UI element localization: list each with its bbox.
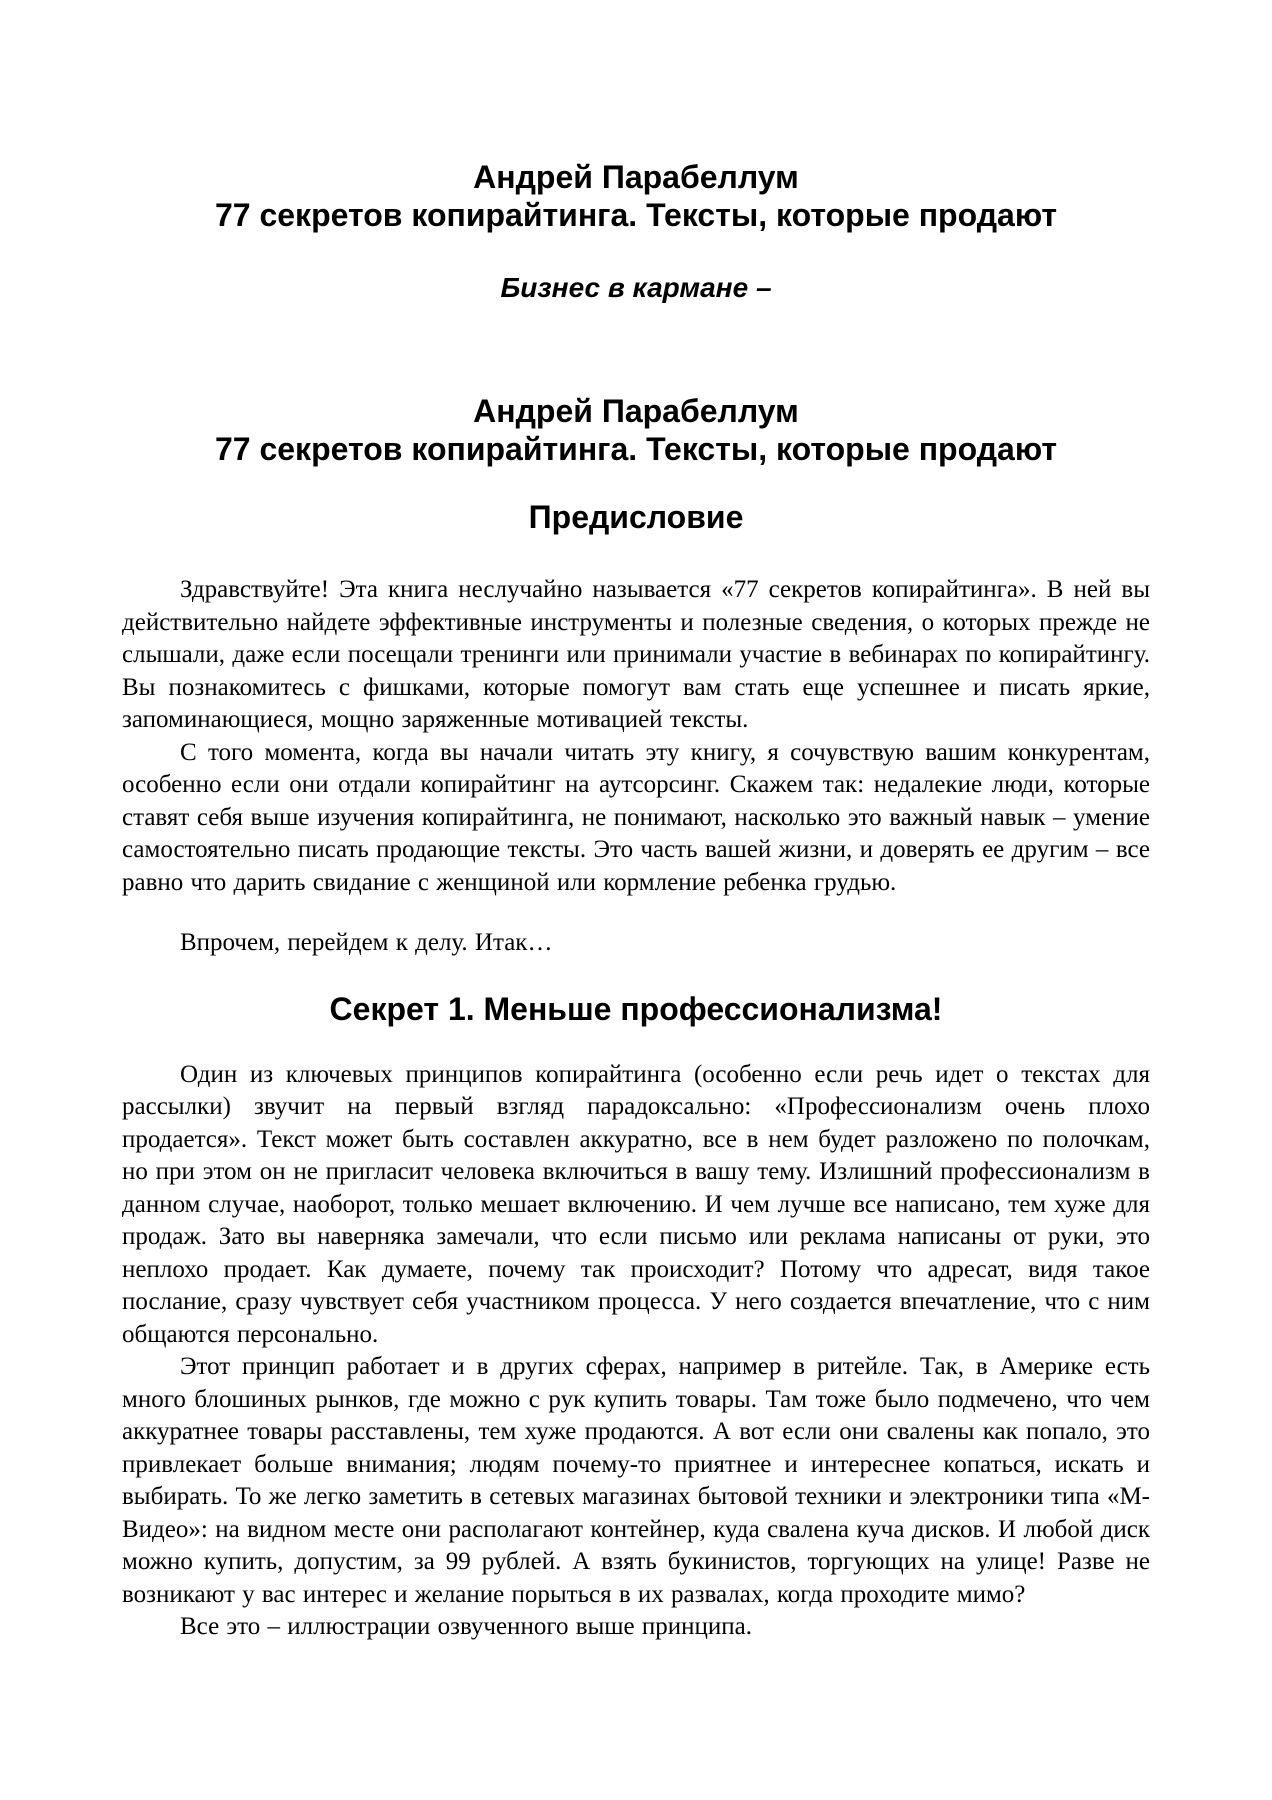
series-subtitle: Бизнес в кармане – [500, 272, 772, 303]
front-title-author: Андрей Парабеллум [473, 159, 799, 195]
secret1-paragraph: Этот принцип работает и в других сферах, например в ритейле. Так, в Америке есть много блошиных рынков, где можно с рук купить товары. Там тоже было подмечено, что чем аккуратнее товары расставлены, тем хуже продаются. А вот если они свалены как попало, это привлекает больше внимания; людям почему-то приятнее и интереснее копаться, искать и выбирать. То же легко заметить в сетевых магазинах бытовой техники и электроники типа «М-Видео»: на видном месте они располагают контейнер, куда свалена куча дисков. И любой диск можно купить, допустим, за 99 рублей. А взять букинистов, торгующих на улице! Разве не возникают у вас интерес и желание порыться в их развалах, когда проходите мимо? [122, 1353, 1150, 1608]
secret1-heading: Секрет 1. Меньше профессионализма! [329, 990, 943, 1027]
inner-title-name: 77 секретов копирайтинга. Тексты, которые продают [214, 431, 1058, 467]
secret1-paragraph: Все это – иллюстрации озвученного выше принципа. [180, 1613, 753, 1640]
preface-heading: Предисловие [528, 499, 744, 535]
front-title-name: 77 секретов копирайтинга. Тексты, которые продают [214, 197, 1058, 233]
inner-title-block [122, 392, 1150, 468]
secret1-paragraph: Один из ключевых принципов копирайтинга (особенно если речь идет о текстах для рассылки) звучит на первый взгляд парадоксально: «Профессионализм очень плохо продается». Текст может быть составлен аккуратно, все в нем будет разложено по полочкам, но при этом он не пригласит человека включиться в вашу тему. Излишний профессионализм в данном случае, наоборот, только мешает включению. И чем лучше все написано, тем хуже для продаж. Зато вы наверняка замечали, что если письмо или реклама написаны от руки, это неплохо продает. Как думаете, почему так происходит? Потому что адресат, видя такое послание, сразу чувствует себя участником процесса. У него создается впечатление, что с ним общаются персонально. [122, 1060, 1150, 1348]
preface-paragraph: Здравствуйте! Эта книга неслучайно называется «77 секретов копирайтинга». В ней вы действительно найдете эффективные инструменты и полезные сведения, о которых прежде не слышали, даже если посещали тренинги или принимали участие в вебинарах по копирайтингу. Вы познакомитесь с фишками, которые помогут вам стать еще успешнее и писать яркие, запоминающиеся, мощно заряженные мотивацией тексты. [122, 576, 1150, 733]
preface-paragraph: С того момента, когда вы начали читать эту книгу, я сочувствую вашим конкурентам, особенно если они отдали копирайтинг на аутсорсинг. Скажем так: недалекие люди, которые ставят себя выше изучения копирайтинга, не понимают, насколько это важный навык – умение самостоятельно писать продающие тексты. Это часть вашей жизни, и доверять ее другим – все равно что дарить свидание с женщиной или кормление ребенка грудью. [122, 738, 1150, 896]
preface-paragraph: Впрочем, перейдем к делу. Итак… [180, 929, 553, 956]
inner-title-author: Андрей Парабеллум [473, 393, 799, 429]
front-title-block [122, 158, 1150, 234]
